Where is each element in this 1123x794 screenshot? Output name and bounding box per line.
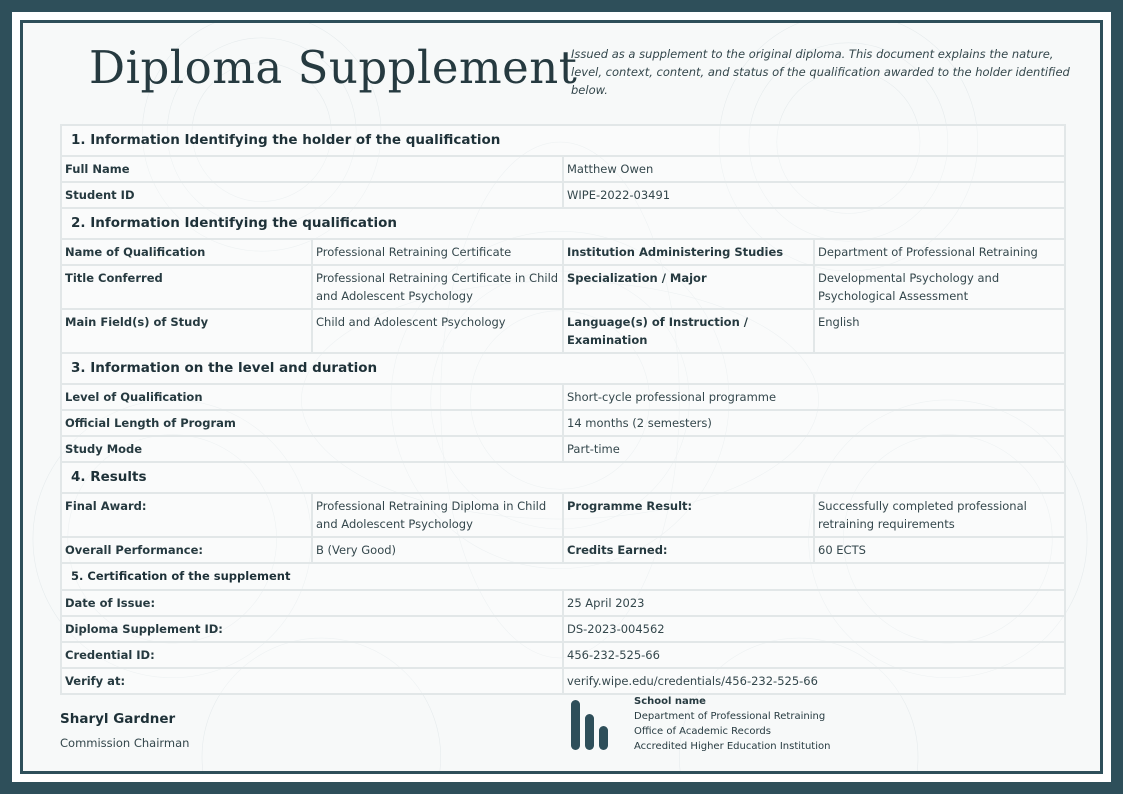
table-row bbox=[61, 309, 1065, 353]
programme-result-value: Successfully completed professional retraining requirements bbox=[814, 493, 1065, 537]
level-value: Short-cycle professional programme bbox=[563, 384, 1065, 410]
section-1-heading: 1. Information Identifying the holder of the qualification bbox=[61, 125, 1065, 156]
section-2-heading: 2. Information Identifying the qualification bbox=[61, 208, 1065, 239]
language-label: Language(s) of Instruction / Examination bbox=[563, 309, 814, 353]
table-row bbox=[61, 182, 1065, 208]
supplement-id-label: Diploma Supplement ID: bbox=[61, 616, 563, 642]
section-header-row bbox=[61, 353, 1065, 384]
credits-earned-value: 60 ECTS bbox=[814, 537, 1065, 563]
school-line-3: Accredited Higher Education Institution bbox=[634, 741, 831, 752]
section-header-row bbox=[61, 125, 1065, 156]
study-mode-value: Part-time bbox=[563, 436, 1065, 462]
field-of-study-label: Main Field(s) of Study bbox=[61, 309, 312, 353]
verify-at-label: Verify at: bbox=[61, 668, 563, 694]
level-label: Level of Qualification bbox=[61, 384, 563, 410]
school-name: School name bbox=[634, 696, 706, 707]
table-row bbox=[61, 265, 1065, 309]
table-row bbox=[61, 616, 1065, 642]
overall-performance-label: Overall Performance: bbox=[61, 537, 312, 563]
section-header-row bbox=[61, 208, 1065, 239]
table-row bbox=[61, 668, 1065, 694]
document-title: Diploma Supplement bbox=[89, 41, 578, 94]
credential-id-value: 456-232-525-66 bbox=[563, 642, 1065, 668]
table-row bbox=[61, 537, 1065, 563]
student-id-value: WIPE-2022-03491 bbox=[563, 182, 1065, 208]
language-value: English bbox=[814, 309, 1065, 353]
field-of-study-value: Child and Adolescent Psychology bbox=[312, 309, 563, 353]
verify-url: verify.wipe.edu/credentials/456-232-525-66 bbox=[563, 668, 1065, 694]
title-conferred-value: Professional Retraining Certificate in Child and Adolescent Psychology bbox=[312, 265, 563, 309]
overall-performance-value: B (Very Good) bbox=[312, 537, 563, 563]
intro-text: Issued as a supplement to the original diploma. This document explains the nature, level, context, content, and status of the qualification awarded to the holder identified below. bbox=[571, 47, 1070, 97]
final-award-label: Final Award: bbox=[61, 493, 312, 537]
section-4-heading: 4. Results bbox=[61, 462, 1065, 493]
table-row bbox=[61, 590, 1065, 616]
section-3-heading: 3. Information on the level and duration bbox=[61, 353, 1065, 384]
table-row bbox=[61, 156, 1065, 182]
qualification-name-value: Professional Retraining Certificate bbox=[312, 239, 563, 265]
table-row bbox=[61, 384, 1065, 410]
institution-value: Department of Professional Retraining bbox=[814, 239, 1065, 265]
section-header-row bbox=[61, 462, 1065, 493]
specialization-label: Specialization / Major bbox=[563, 265, 814, 309]
full-name-value: Matthew Owen bbox=[563, 156, 1065, 182]
document-page bbox=[20, 20, 1103, 774]
school-line-1: Department of Professional Retraining bbox=[634, 711, 826, 722]
qualification-name-label: Name of Qualification bbox=[61, 239, 312, 265]
date-of-issue-value: 25 April 2023 bbox=[563, 590, 1065, 616]
program-length-label: Official Length of Program bbox=[61, 410, 563, 436]
date-of-issue-label: Date of Issue: bbox=[61, 590, 563, 616]
study-mode-label: Study Mode bbox=[61, 436, 563, 462]
title-conferred-label: Title Conferred bbox=[61, 265, 312, 309]
table-row bbox=[61, 642, 1065, 668]
final-award-value: Professional Retraining Diploma in Child and Adolescent Psychology bbox=[312, 493, 563, 537]
school-info bbox=[634, 694, 830, 754]
programme-result-label: Programme Result: bbox=[563, 493, 814, 537]
institution-label: Institution Administering Studies bbox=[563, 239, 814, 265]
credential-id-label: Credential ID: bbox=[61, 642, 563, 668]
table-row bbox=[61, 493, 1065, 537]
table-row bbox=[61, 239, 1065, 265]
supplement-id-value: DS-2023-004562 bbox=[563, 616, 1065, 642]
signature-block bbox=[60, 711, 189, 750]
section-header-row bbox=[61, 563, 1065, 590]
full-name-label: Full Name bbox=[61, 156, 563, 182]
table-row bbox=[61, 436, 1065, 462]
table-row bbox=[61, 410, 1065, 436]
school-line-2: Office of Academic Records bbox=[634, 726, 771, 737]
specialization-value: Developmental Psychology and Psychological Assessment bbox=[814, 265, 1065, 309]
school-logo-icon bbox=[569, 698, 613, 752]
credits-earned-label: Credits Earned: bbox=[563, 537, 814, 563]
program-length-value: 14 months (2 semesters) bbox=[563, 410, 1065, 436]
student-id-label: Student ID bbox=[61, 182, 563, 208]
signer-name: Sharyl Gardner bbox=[60, 711, 176, 727]
signer-role: Commission Chairman bbox=[60, 736, 190, 750]
section-5-heading: 5. Certification of the supplement bbox=[61, 563, 1065, 590]
supplement-table bbox=[60, 124, 1066, 695]
